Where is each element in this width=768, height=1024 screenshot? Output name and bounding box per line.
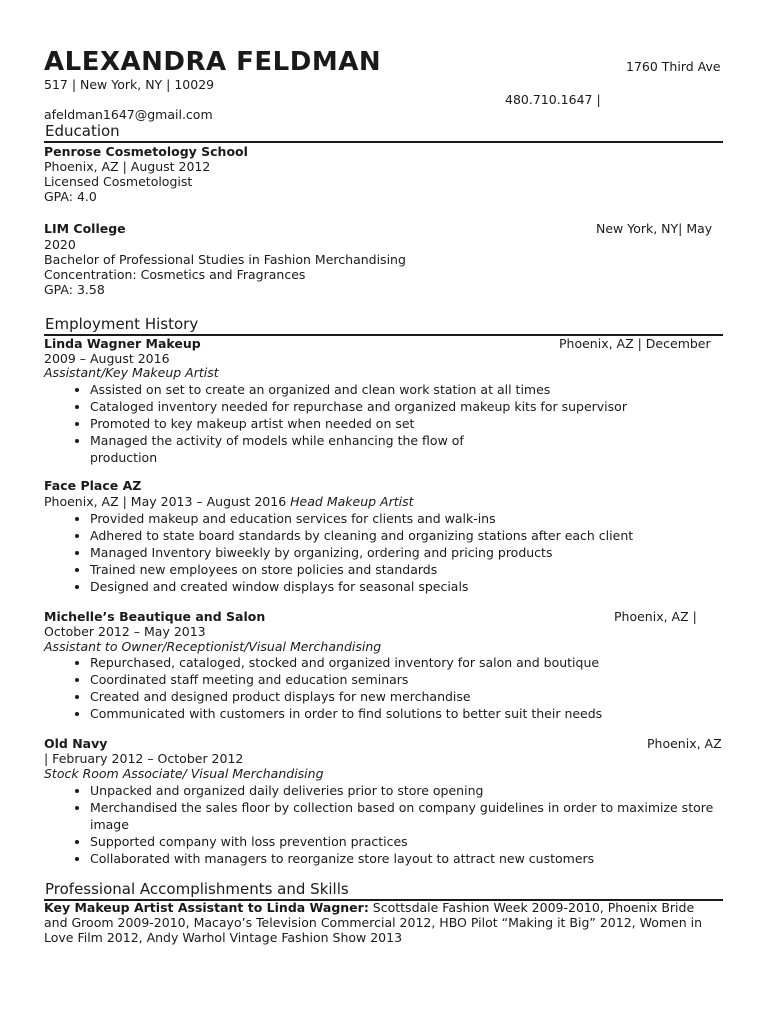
accomplishments-lead: Key Makeup Artist Assistant to Linda Wagner: bbox=[44, 900, 369, 915]
job-location-date: Phoenix, AZ | December bbox=[559, 336, 711, 351]
job-date-continued: | February 2012 – October 2012 bbox=[44, 751, 244, 766]
accomplishments-line-1 bbox=[44, 900, 694, 915]
accomplishments-text: Scottsdale Fashion Week 2009-2010, Phoenix Bride bbox=[368, 900, 695, 915]
employer-name: Linda Wagner Makeup bbox=[44, 336, 201, 351]
list-item: • Trained new employees on store policies and standards bbox=[90, 561, 633, 578]
job-location-date-role bbox=[44, 494, 414, 509]
list-item: • Repurchased, cataloged, stocked and organized inventory for salon and boutique bbox=[90, 654, 602, 671]
employer-name: Old Navy bbox=[44, 736, 108, 751]
list-item: • Promoted to key makeup artist when needed on set bbox=[90, 415, 627, 432]
list-item: • Communicated with customers in order to find solutions to better suit their needs bbox=[90, 705, 602, 722]
employer-name: Face Place AZ bbox=[44, 478, 142, 493]
list-item: • Managed Inventory biweekly by organizing, ordering and pricing products bbox=[90, 544, 633, 561]
education-heading: Education bbox=[45, 122, 120, 140]
school-gpa: GPA: 4.0 bbox=[44, 189, 97, 204]
school-location-date: Phoenix, AZ | August 2012 bbox=[44, 159, 211, 174]
employer-name: Michelle’s Beautique and Salon bbox=[44, 609, 266, 624]
job-date-continued: 2009 – August 2016 bbox=[44, 351, 170, 366]
list-item: • Assisted on set to create an organized and clean work station at all times bbox=[90, 381, 627, 398]
list-item: • Designed and created window displays for seasonal specials bbox=[90, 578, 633, 595]
list-item: image bbox=[90, 817, 129, 832]
list-item: • Managed the activity of models while enhancing the flow of bbox=[90, 432, 627, 449]
list-item: • Unpacked and organized daily deliveries prior to store opening bbox=[90, 782, 713, 799]
list-item: • Cataloged inventory needed for repurchase and organized makeup kits for supervisor bbox=[90, 398, 627, 415]
job-location-date: Phoenix, AZ | May 2013 – August 2016 bbox=[44, 494, 287, 509]
address-line-1: 1760 Third Ave bbox=[626, 59, 721, 74]
job-date-continued: October 2012 – May 2013 bbox=[44, 624, 206, 639]
job-location-date: Phoenix, AZ bbox=[647, 736, 722, 751]
list-item: • Created and designed product displays for new merchandise bbox=[90, 688, 602, 705]
list-item: • Supported company with loss prevention practices bbox=[90, 833, 713, 850]
school-year: 2020 bbox=[44, 237, 76, 252]
job-role: Assistant/Key Makeup Artist bbox=[44, 365, 219, 380]
list-item: • Collaborated with managers to reorganize store layout to attract new customers bbox=[90, 850, 713, 867]
phone-number: 480.710.1647 | bbox=[505, 92, 601, 107]
list-item: • Merchandised the sales floor by collection based on company guidelines in order to maximize store bbox=[90, 799, 713, 816]
job-role: Assistant to Owner/Receptionist/Visual Merchandising bbox=[44, 639, 382, 654]
education-divider bbox=[44, 141, 723, 143]
school-credential: Licensed Cosmetologist bbox=[44, 174, 193, 189]
address-line-2: 517 | New York, NY | 10029 bbox=[44, 77, 215, 92]
job-role: Head Makeup Artist bbox=[290, 494, 414, 509]
school-name: Penrose Cosmetology School bbox=[44, 144, 248, 159]
school-concentration: Concentration: Cosmetics and Fragrances bbox=[44, 267, 306, 282]
job-role: Stock Room Associate/ Visual Merchandising bbox=[44, 766, 324, 781]
job-location-date: Phoenix, AZ | bbox=[614, 609, 697, 624]
school-location-date: New York, NY| May bbox=[596, 221, 713, 236]
employment-heading: Employment History bbox=[45, 315, 199, 333]
candidate-name: ALEXANDRA FELDMAN bbox=[44, 47, 382, 77]
job-bullet-list bbox=[60, 654, 602, 722]
job-bullet-list bbox=[60, 381, 627, 466]
list-item: • Coordinated staff meeting and education seminars bbox=[90, 671, 602, 688]
school-credential: Bachelor of Professional Studies in Fashion Merchandising bbox=[44, 252, 406, 267]
email-address: afeldman1647@gmail.com bbox=[44, 107, 213, 122]
accomplishments-heading: Professional Accomplishments and Skills bbox=[45, 880, 349, 898]
list-item: • Adhered to state board standards by cleaning and organizing stations after each client bbox=[90, 527, 633, 544]
job-bullet-list bbox=[60, 782, 713, 867]
accomplishments-line-2: and Groom 2009-2010, Macayo’s Television Commercial 2012, HBO Pilot “Making it Big” 2012, Women in bbox=[44, 915, 703, 930]
list-item: production bbox=[90, 450, 158, 465]
job-bullet-list bbox=[60, 510, 633, 595]
accomplishments-line-3: Love Film 2012, Andy Warhol Vintage Fashion Show 2013 bbox=[44, 930, 403, 945]
school-name: LIM College bbox=[44, 221, 126, 236]
school-gpa: GPA: 3.58 bbox=[44, 282, 105, 297]
list-item: • Provided makeup and education services for clients and walk-ins bbox=[90, 510, 633, 527]
